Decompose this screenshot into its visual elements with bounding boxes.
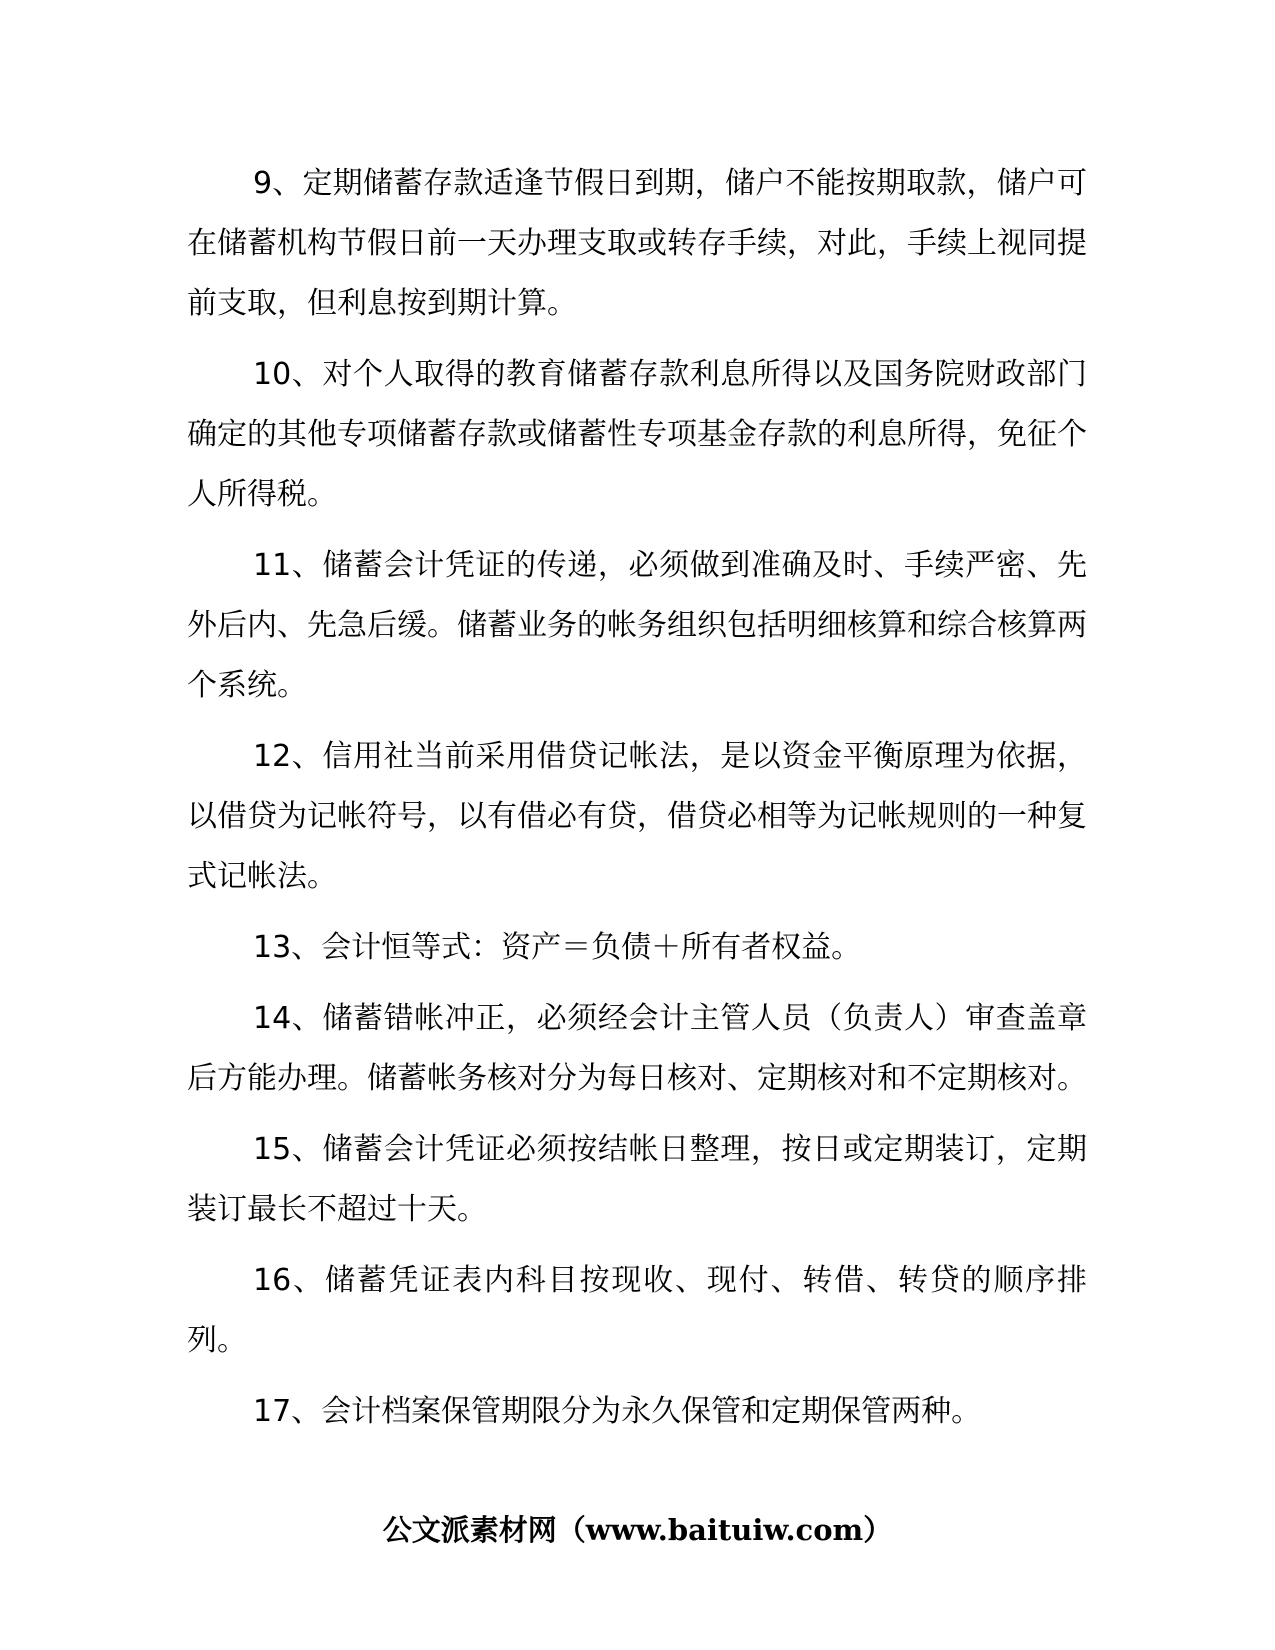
document-body [187, 154, 1087, 1453]
paragraph-14: 14、储蓄错帐冲正，必须经会计主管人员（负责人）审查盖章后方能办理。储蓄帐务核对分为每日核对、定期核对和不定期核对。 [187, 1001, 1087, 1096]
paragraph-16: 16、储蓄凭证表内科目按现收、现付、转借、转贷的顺序排列。 [187, 1263, 1087, 1358]
paragraph-10: 10、对个人取得的教育储蓄存款利息所得以及国务院财政部门确定的其他专项储蓄存款或储蓄性专项基金存款的利息所得，免征个人所得税。 [187, 357, 1087, 512]
paragraph-12: 12、信用社当前采用借贷记帐法，是以资金平衡原理为依据，以借贷为记帐符号，以有借必有贷，借贷必相等为记帐规则的一种复式记帐法。 [187, 739, 1087, 894]
paragraph-15: 15、储蓄会计凭证必须按结帐日整理，按日或定期装订，定期装订最长不超过十天。 [187, 1132, 1087, 1227]
paragraph-11: 11、储蓄会计凭证的传递，必须做到准确及时、手续严密、先外后内、先急后缓。储蓄业务的帐务组织包括明细核算和综合核算两个系统。 [187, 548, 1087, 703]
paragraph-17: 17、会计档案保管期限分为永久保管和定期保管两种。 [253, 1394, 982, 1429]
paragraph-9: 9、定期储蓄存款适逢节假日到期，储户不能按期取款，储户可在储蓄机构节假日前一天办理支取或转存手续，对此，手续上视同提前支取，但利息按到期计算。 [187, 166, 1087, 321]
footer-source: 公文派素材网（www.baituiw.com） [382, 1513, 893, 1547]
paragraph-13: 13、会计恒等式：资产＝负债＋所有者权益。 [253, 930, 862, 965]
